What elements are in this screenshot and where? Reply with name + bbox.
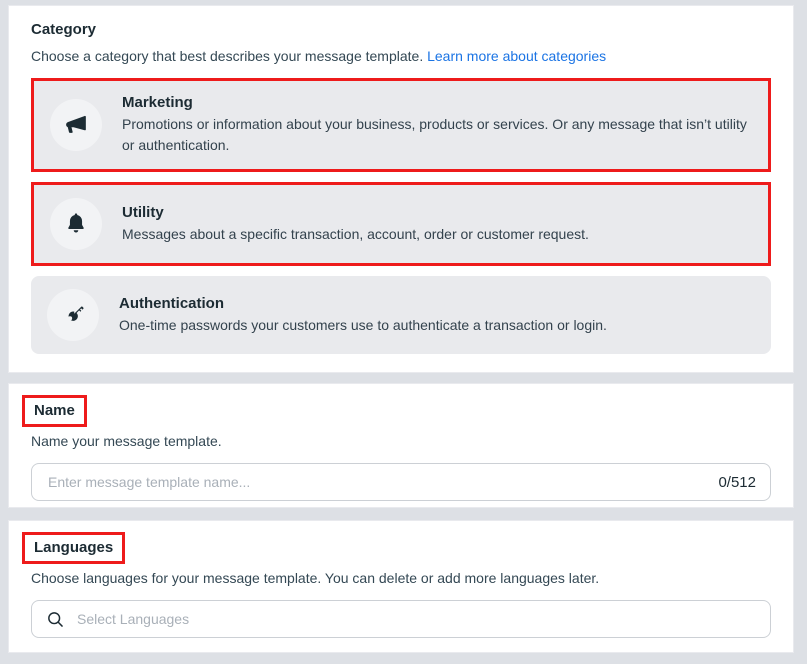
category-option-utility[interactable] xyxy=(34,185,768,263)
char-counter: 0/512 xyxy=(718,473,756,491)
authentication-description: One-time passwords your customers use to authenticate a transaction or login. xyxy=(119,316,607,333)
learn-more-link[interactable]: Learn more about categories xyxy=(427,48,607,64)
utility-title: Utility xyxy=(122,203,164,221)
marketing-title: Marketing xyxy=(122,94,193,111)
category-section xyxy=(8,5,794,373)
annotation-box-languages xyxy=(22,532,125,564)
authentication-title: Authentication xyxy=(119,294,224,312)
annotation-box-marketing xyxy=(31,78,771,172)
category-title: Category xyxy=(31,21,97,38)
languages-select-field[interactable] xyxy=(31,600,771,638)
name-title: Name xyxy=(34,402,75,419)
annotation-box-utility xyxy=(31,182,771,266)
template-name-input[interactable] xyxy=(46,473,706,491)
category-option-authentication[interactable] xyxy=(31,276,771,354)
marketing-description: Promotions or information about your business, products or services. Or any message that isn’t utility or authentication. xyxy=(122,116,747,153)
name-section xyxy=(8,383,794,508)
megaphone-icon xyxy=(50,99,102,151)
search-icon xyxy=(46,610,65,629)
key-icon xyxy=(47,289,99,341)
utility-description: Messages about a specific transaction, account, order or customer request. xyxy=(122,225,589,242)
name-description: Name your message template. xyxy=(31,433,222,449)
bell-icon xyxy=(50,198,102,250)
languages-select-input[interactable] xyxy=(75,610,756,628)
category-description xyxy=(31,48,771,64)
annotation-box-name xyxy=(22,395,87,427)
languages-section xyxy=(8,520,794,653)
template-name-field xyxy=(31,463,771,501)
category-description-text: Choose a category that best describes your message template. xyxy=(31,48,428,64)
authentication-card-wrap xyxy=(31,276,771,354)
languages-title: Languages xyxy=(34,539,114,556)
category-option-marketing[interactable] xyxy=(34,81,768,169)
languages-description: Choose languages for your message template. You can delete or add more languages later. xyxy=(31,570,600,586)
